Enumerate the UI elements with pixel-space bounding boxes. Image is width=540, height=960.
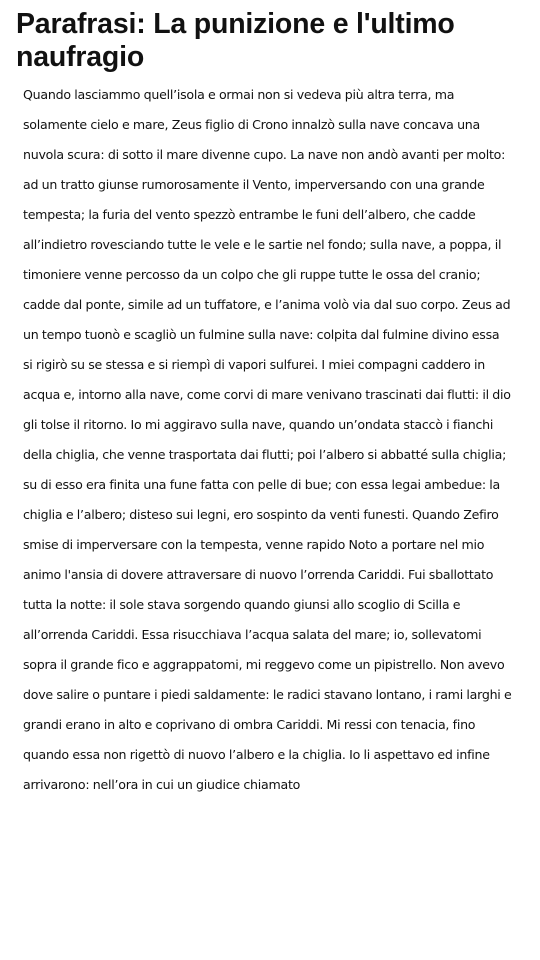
text-line: tempesta; la furia del vento spezzò entrambe le funi dell’albero, che cadde	[23, 207, 476, 222]
text-line: arrivarono: nell’ora in cui un giudice chiamato	[23, 777, 301, 792]
text-line: ad un tratto giunse rumorosamente il Vento, imperversando con una grande	[23, 177, 485, 192]
text-line: della chiglia, che venne trasportata dai flutti; poi l’albero si abbatté sulla chiglia;	[23, 447, 507, 462]
text-line: solamente cielo e mare, Zeus figlio di Crono innalzò sulla nave concava una	[23, 117, 480, 132]
text-line: timoniere venne percosso da un colpo che gli ruppe tutte le ossa del cranio;	[23, 267, 481, 282]
text-line: su di esso era finita una fune fatta con pelle di bue; con essa legai ambedue: la	[23, 477, 501, 492]
text-line: cadde dal ponte, simile ad un tuffatore, e l’anima volò via dal suo corpo. Zeus ad	[23, 297, 511, 312]
text-line: tutta la notte: il sole stava sorgendo quando giunsi allo scoglio di Scilla e	[23, 597, 461, 612]
paraphrase-paragraph	[23, 80, 527, 800]
text-line: smise di imperversare con la tempesta, venne rapido Noto a portare nel mio	[23, 537, 485, 552]
page-title: Parafrasi: La punizione e l'ultimo naufragio	[16, 8, 455, 73]
text-line: Quando lasciammo quell’isola e ormai non si vedeva più altra terra, ma	[23, 87, 455, 102]
text-line: all’indietro rovesciando tutte le vele e le sartie nel fondo; sulla nave, a poppa, il	[23, 237, 502, 252]
text-line: chiglia e l’albero; disteso sui legni, ero sospinto da venti funesti. Quando Zefiro	[23, 507, 499, 522]
text-line: grandi erano in alto e coprivano di ombra Cariddi. Mi ressi con tenacia, fino	[23, 717, 476, 732]
text-line: quando essa non rigettò di nuovo l’albero e la chiglia. Io li aspettavo ed infine	[23, 747, 490, 762]
text-line: gli tolse il ritorno. Io mi aggiravo sulla nave, quando un’ondata staccò i fianchi	[23, 417, 494, 432]
text-line: animo l'ansia di dovere attraversare di nuovo l’orrenda Cariddi. Fui sballottato	[23, 567, 494, 582]
text-line: si rigirò su se stessa e si riempì di vapori sulfurei. I miei compagni caddero in	[23, 357, 485, 372]
text-line: acqua e, intorno alla nave, come corvi di mare venivano trascinati dai flutti: il dio	[23, 387, 511, 402]
text-line: dove salire o puntare i piedi saldamente: le radici stavano lontano, i rami larghi e	[23, 687, 512, 702]
text-line: nuvola scura: di sotto il mare divenne cupo. La nave non andò avanti per molto:	[23, 147, 506, 162]
text-line: sopra il grande fico e aggrappatomi, mi reggevo come un pipistrello. Non avevo	[23, 657, 505, 672]
text-line: all’orrenda Cariddi. Essa risucchiava l’acqua salata del mare; io, sollevatomi	[23, 627, 482, 642]
text-line: un tempo tuonò e scagliò un fulmine sulla nave: colpita dal fulmine divino essa	[23, 327, 500, 342]
